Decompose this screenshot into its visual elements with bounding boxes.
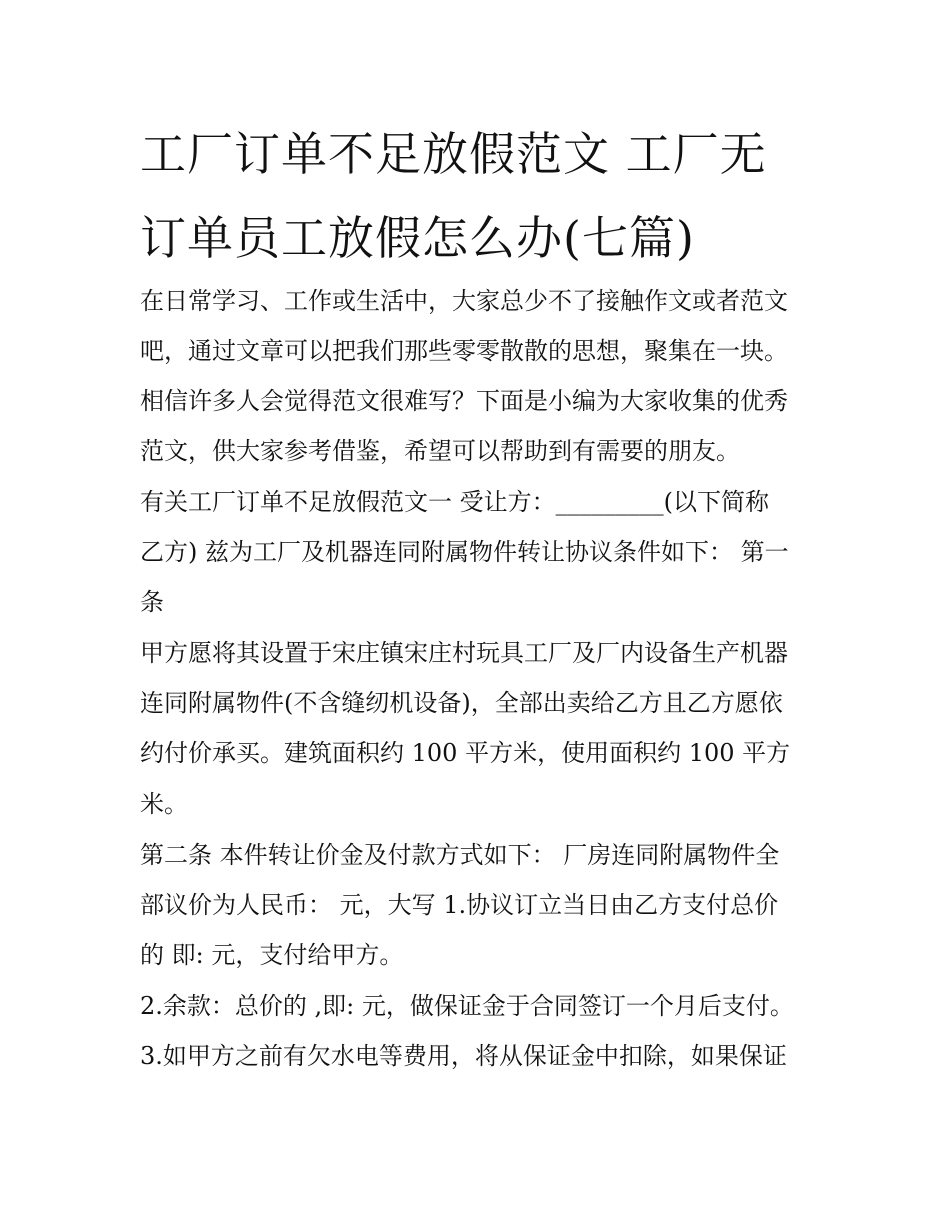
body-line-6: 乙方) 兹为工厂及机器连同附属物件转让协议条件如下： 第一 (140, 538, 789, 566)
title-line-2: 订单员工放假怎么办(七篇) (140, 211, 695, 265)
document-title (140, 112, 820, 280)
body-line-7: 条 (140, 588, 164, 616)
body-line-2: 吧，通过文章可以把我们那些零零散散的思想，聚集在一块。 (140, 337, 788, 365)
title-line-1: 工厂订单不足放假范文 工厂无 (140, 127, 767, 181)
body-line-12: 第二条 本件转让价金及付款方式如下： 厂房连同附属物件全 (140, 841, 780, 869)
body-line-9: 连同附属物件(不含缝纫机设备)，全部出卖给乙方且乙方愿依 (140, 689, 783, 717)
body-line-1: 在日常学习、工作或生活中，大家总少不了接触作文或者范文 (140, 287, 788, 315)
body-line-13: 部议价为人民币： 元，大写 1.协议订立当日由乙方支付总价 (140, 891, 779, 919)
body-line-3: 相信许多人会觉得范文很难写？下面是小编为大家收集的优秀 (140, 387, 788, 415)
body-line-10: 约付价承买。建筑面积约 100 平方米，使用面积约 100 平方 (140, 739, 791, 767)
body-line-8: 甲方愿将其设置于宋庄镇宋庄村玩具工厂及厂内设备生产机器 (140, 639, 788, 667)
body-line-11: 米。 (140, 790, 188, 818)
body-line-14: 的 即: 元，支付给甲方。 (140, 941, 404, 969)
body-line-15: 2.余款：总价的 ,即: 元，做保证金于合同签订一个月后支付。 (140, 992, 794, 1020)
body-line-16: 3.如甲方之前有欠水电等费用，将从保证金中扣除，如果保证 (140, 1042, 787, 1070)
body-line-5: 有关工厂订单不足放假范文一 受让方：_________(以下简称 (140, 488, 769, 516)
body-line-4: 范文，供大家参考借鉴，希望可以帮助到有需要的朋友。 (140, 437, 740, 465)
